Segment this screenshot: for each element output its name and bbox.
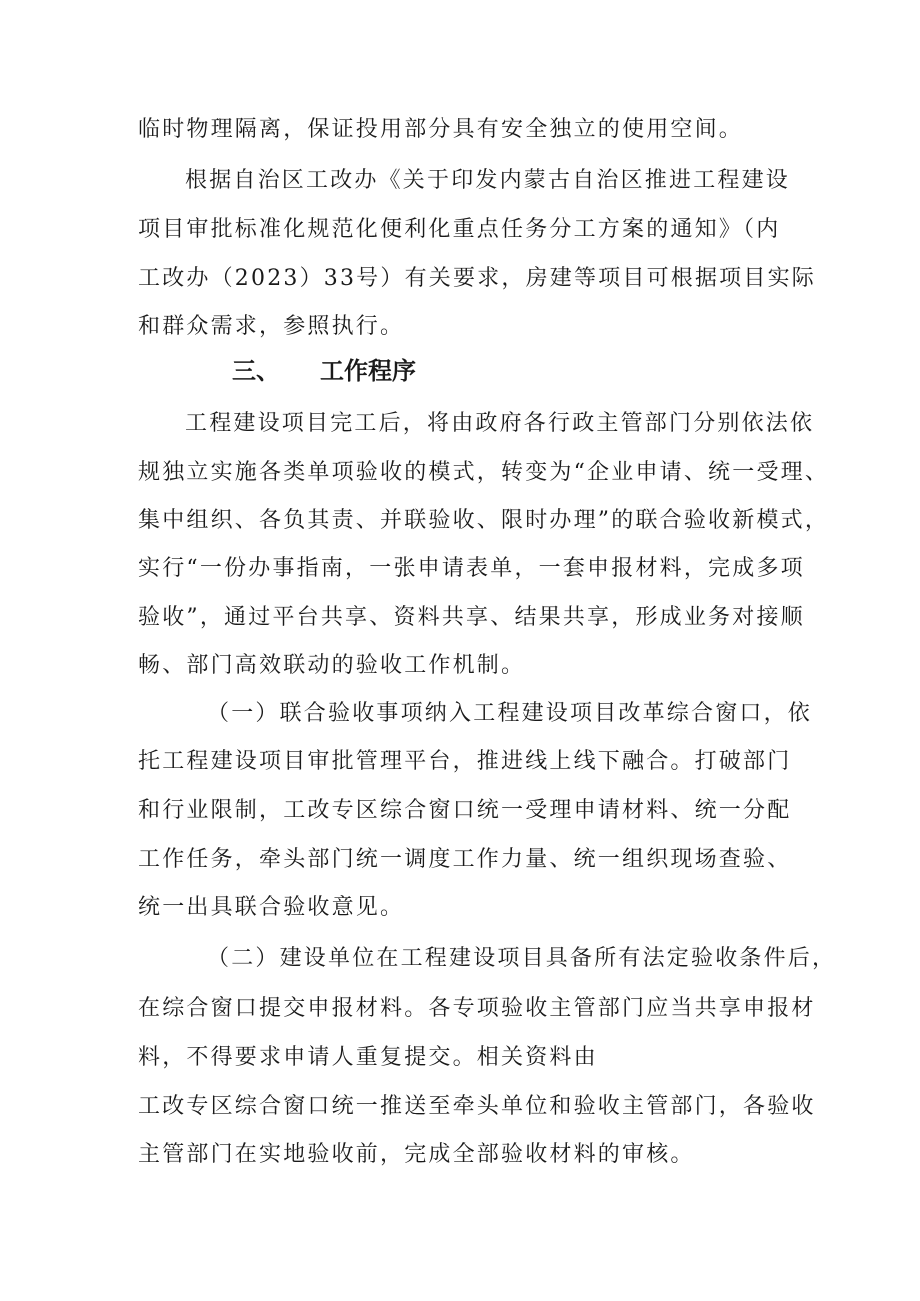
paragraph-line: 实行“一份办事指南，一张申请表单，一套申报材料，完成多项 <box>138 556 805 581</box>
paragraph-line: 临时物理隔离，保证投用部分具有安全独立的使用空间。 <box>138 117 744 142</box>
paragraph-line: 验收”，通过平台共享、资料共享、结果共享，形成业务对接顺 <box>138 605 805 630</box>
paragraph-line: 和行业限制，工改专区综合窗口统一受理申请材料、统一分配 <box>138 798 792 823</box>
paragraph-line: 主管部门在实地验收前，完成全部验收材料的审核。 <box>138 1142 695 1167</box>
section-number: 三、 <box>232 357 280 385</box>
paragraph-line: 集中组织、各负其责、并联验收、限时办理”的联合验收新模式， <box>138 508 830 533</box>
paragraph-line: 畅、部门高效联动的验收工作机制。 <box>138 653 526 678</box>
paragraph-line: 规独立实施各类单项验收的模式，转变为“企业申请、统一受理、 <box>138 460 830 485</box>
paragraph-line: 根据自治区工改办《关于印发内蒙古自治区推进工程建设 <box>185 168 791 193</box>
paragraph-line: 统一出具联合验收意见。 <box>138 895 405 920</box>
section-title: 工作程序 <box>320 357 416 385</box>
paragraph-line: 工改办（2023）33号）有关要求，房建等项目可根据项目实际 <box>138 266 816 291</box>
paragraph-line: （一）联合验收事项纳入工程建设项目改革综合窗口，依 <box>207 701 813 726</box>
paragraph-line: 工程建设项目完工后，将由政府各行政主管部门分别依法依 <box>185 411 815 436</box>
paragraph-line: 和群众需求，参照执行。 <box>138 314 405 339</box>
paragraph-line: 料，不得要求申请人重复提交。相关资料由 <box>138 1045 598 1070</box>
paragraph-line: 工作任务，牵头部门统一调度工作力量、统一组织现场查验、 <box>138 847 792 872</box>
paragraph-line: 托工程建设项目审批管理平台，推进线上线下融合。打破部门 <box>138 749 792 774</box>
paragraph-line: 工改专区综合窗口统一推送至牵头单位和验收主管部门，各验收 <box>138 1094 816 1119</box>
paragraph-line: 项目审批标准化规范化便利化重点任务分工方案的通知》（内 <box>138 217 781 242</box>
paragraph-line: （二）建设单位在工程建设项目具备所有法定验收条件后， <box>207 946 837 971</box>
paragraph-line: 在综合窗口提交申报材料。各专项验收主管部门应当共享申报材 <box>138 996 816 1021</box>
